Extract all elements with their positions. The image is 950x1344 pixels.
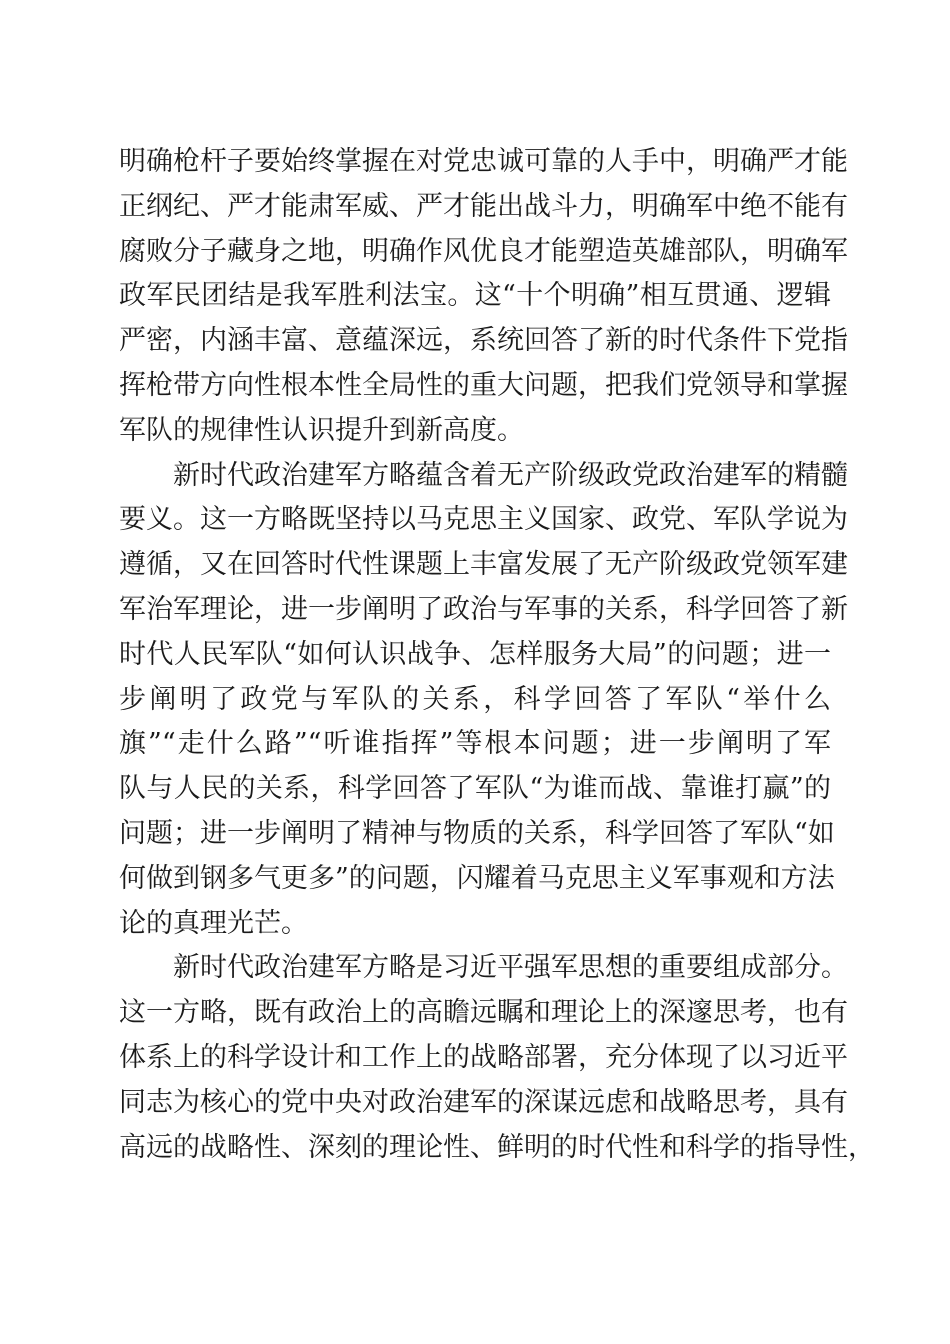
paragraph-3 <box>119 946 875 1170</box>
text-line: 军队的规律性认识提升到新高度。 <box>119 414 524 446</box>
paragraph-1 <box>119 140 848 454</box>
text-line: 政军民团结是我军胜利法宝。这“十个明确”相互贯通、逻辑 <box>119 280 831 312</box>
text-line: 这一方略，既有政治上的高瞻远瞩和理论上的深邃思考，也有 <box>119 997 848 1029</box>
text-line: 体系上的科学设计和工作上的战略部署，充分体现了以习近平 <box>119 1041 848 1073</box>
text-line: 队与人民的关系，科学回答了军队“为谁而战、靠谁打赢”的 <box>119 773 831 805</box>
text-line: 正纲纪、严才能肃军威、严才能出战斗力，明确军中绝不能有 <box>119 190 848 222</box>
text-line: 明确枪杆子要始终掌握在对党忠诚可靠的人手中，明确严才能 <box>119 146 848 177</box>
text-line: 高远的战略性、深刻的理论性、鲜明的时代性和科学的指导性， <box>119 1131 875 1163</box>
text-line: 时代人民军队“如何认识战争、怎样服务大局”的问题；进一 <box>119 638 831 670</box>
text-line: 问题；进一步阐明了精神与物质的关系，科学回答了军队“如 <box>119 817 835 849</box>
text-line: 腐败分子藏身之地，明确作风优良才能塑造英雄部队，明确军 <box>119 235 848 267</box>
text-line: 新时代政治建军方略蕴含着无产阶级政党政治建军的精髓 <box>173 459 848 491</box>
text-line: 何做到钢多气更多”的问题，闪耀着马克思主义军事观和方法 <box>119 862 835 894</box>
text-line: 论的真理光芒。 <box>119 907 308 939</box>
text-line: 旗”“走什么路”“听谁指挥”等根本问题；进一步阐明了军 <box>119 728 831 760</box>
text-line: 要义。这一方略既坚持以马克思主义国家、政党、军队学说为 <box>119 504 848 536</box>
text-line: 军治军理论，进一步阐明了政治与军事的关系，科学回答了新 <box>119 593 848 625</box>
paragraph-2 <box>119 454 848 947</box>
text-line: 同志为核心的党中央对政治建军的深谋远虑和战略思考，具有 <box>119 1086 848 1118</box>
body-text <box>119 140 875 1170</box>
text-line: 挥枪带方向性根本性全局性的重大问题，把我们党领导和掌握 <box>119 369 848 401</box>
text-line: 遵循，又在回答时代性课题上丰富发展了无产阶级政党领军建 <box>119 549 848 581</box>
text-line: 新时代政治建军方略是习近平强军思想的重要组成部分。 <box>173 952 848 984</box>
text-line: 严密，内涵丰富、意蕴深远，系统回答了新的时代条件下党指 <box>119 325 848 357</box>
text-line: 步阐明了政党与军队的关系，科学回答了军队“举什么 <box>119 683 831 715</box>
